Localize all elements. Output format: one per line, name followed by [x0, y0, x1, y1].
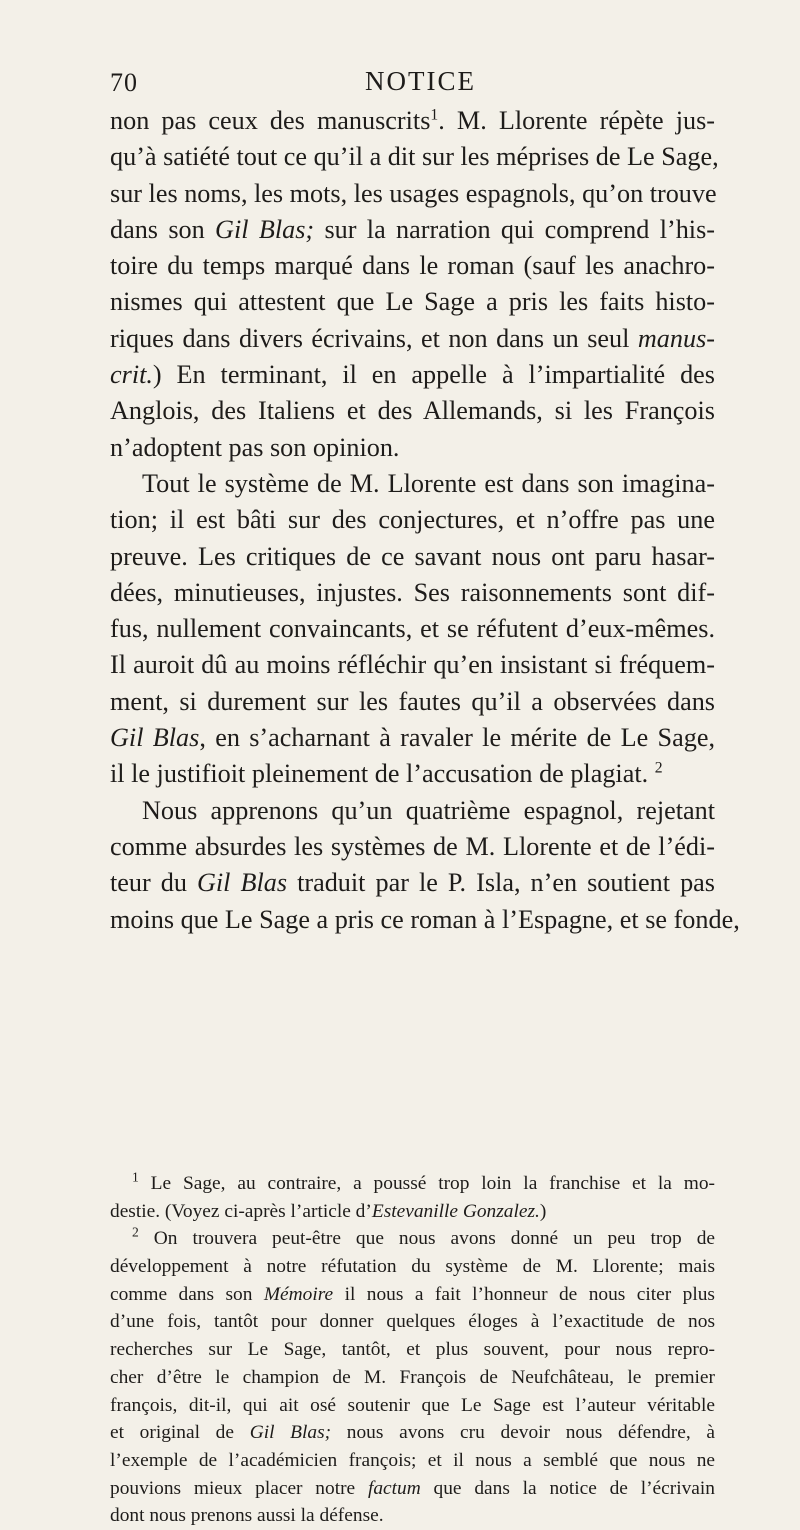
footnote-line: françois, dit-il, qui ait osé soutenir que Le Sage est l’auteur véritable — [110, 1394, 715, 1416]
footnote-line: cher d’être le champion de M. François de Neufchâteau, le premier — [110, 1366, 715, 1388]
text-line: comme absurdes les systèmes de M. Llorente et de l’édi- — [110, 831, 715, 861]
footnote-marker: 2 — [132, 1224, 139, 1240]
text-line: Il auroit dû au moins réfléchir qu’en insistant si fréquem- — [110, 650, 715, 680]
running-head: NOTICE — [365, 66, 476, 96]
footnote-1: $^1$ Le Sage, au contraire, a poussé trop loin la franchise et la mo- — [132, 1169, 715, 1194]
footnote-line: pouvions mieux placer notre factum que dans la notice de l’écrivain — [110, 1477, 715, 1499]
page-number: 70 — [110, 68, 138, 97]
footnote-line: et original de Gil Blas; nous avons cru devoir nous défendre, à — [110, 1422, 715, 1444]
text-line: teur du Gil Blas traduit par le P. Isla, n’en soutient pas — [110, 868, 715, 898]
text-line: toire du temps marqué dans le roman (sauf les anachro- — [110, 251, 715, 281]
footnote-line: développement à notre réfutation du système de M. Llorente; mais — [110, 1256, 715, 1278]
text-line: moins que Le Sage a pris ce roman à l’Espagne, et se fonde, — [110, 904, 740, 934]
footnote-line: dont nous prenons aussi la défense. — [110, 1505, 384, 1527]
text-line: riques dans divers écrivains, et non dans un seul manus- — [110, 323, 715, 353]
text-line: ment, si durement sur les fautes qu’il a observées dans — [110, 686, 715, 716]
text-line: tion; il est bâti sur des conjectures, et n’offre pas une — [110, 505, 715, 535]
book-title: Gil Blas — [196, 868, 288, 898]
text-line: sur les noms, les mots, les usages espagnols, qu’on trouve — [110, 178, 717, 208]
book-title: Gil Blas; — [215, 214, 315, 244]
text-line: crit.) En terminant, il en appelle à l’impartialité des — [110, 360, 715, 390]
text-line: Anglois, des Italiens et des Allemands, si les François — [110, 396, 715, 426]
footnote-line: destie. (Voyez ci-après l’article d’Estevanille Gonzalez.) — [110, 1200, 547, 1222]
text-line: n’adoptent pas son opinion. — [110, 432, 400, 462]
text-line: preuve. Les critiques de ce savant nous ont paru hasar- — [110, 541, 715, 571]
text-line: fus, nullement convaincants, et se réfutent d’eux-mêmes. — [110, 614, 715, 644]
footnote-ref[interactable]: 1 — [430, 106, 439, 124]
main-text — [110, 103, 740, 938]
footnote-2: $^2$ On trouvera peut-être que nous avons donné un peu trop de — [132, 1224, 715, 1250]
book-title: Gil Blas — [110, 723, 200, 753]
paragraph-start: Tout le système de M. Llorente est dans son imagina- — [142, 468, 715, 498]
footnote-line: d’une fois, tantôt pour donner quelques éloges à l’exactitude de nos — [110, 1311, 715, 1333]
footnote-line: l’exemple de l’académicien françois; et il nous a semblé que nous ne — [110, 1449, 715, 1471]
footnote-line: comme dans son Mémoire il nous a fait l’honneur de nous citer plus — [110, 1283, 715, 1305]
paragraph-start: Nous apprenons qu’un quatrième espagnol, rejetant — [142, 795, 715, 825]
footnote-marker: 1 — [132, 1169, 139, 1185]
text-line: nismes qui attestent que Le Sage a pris les faits histo- — [110, 287, 715, 317]
footnotes — [110, 1170, 715, 1530]
text-line: dées, minutieuses, injustes. Ses raisonnements sont dif- — [110, 577, 715, 607]
text-line: dans son Gil Blas; sur la narration qui comprend l’his- — [110, 214, 715, 244]
text-line: il le justifioit pleinement de l’accusation de plagiat. $^2$ — [110, 759, 663, 789]
footnote-ref[interactable]: 2 — [654, 759, 663, 777]
text-line: non pas ceux des manuscrits$^1$. M. Llorente répète jus- — [110, 106, 715, 135]
page-header — [110, 66, 710, 100]
text-line: qu’à satiété tout ce qu’il a dit sur les méprises de Le Sage, — [110, 142, 719, 172]
footnote-line: recherches sur Le Sage, tantôt, et plus souvent, pour nous repro- — [110, 1339, 715, 1361]
text-line: Gil Blas, en s’acharnant à ravaler le mérite de Le Sage, — [110, 723, 715, 753]
